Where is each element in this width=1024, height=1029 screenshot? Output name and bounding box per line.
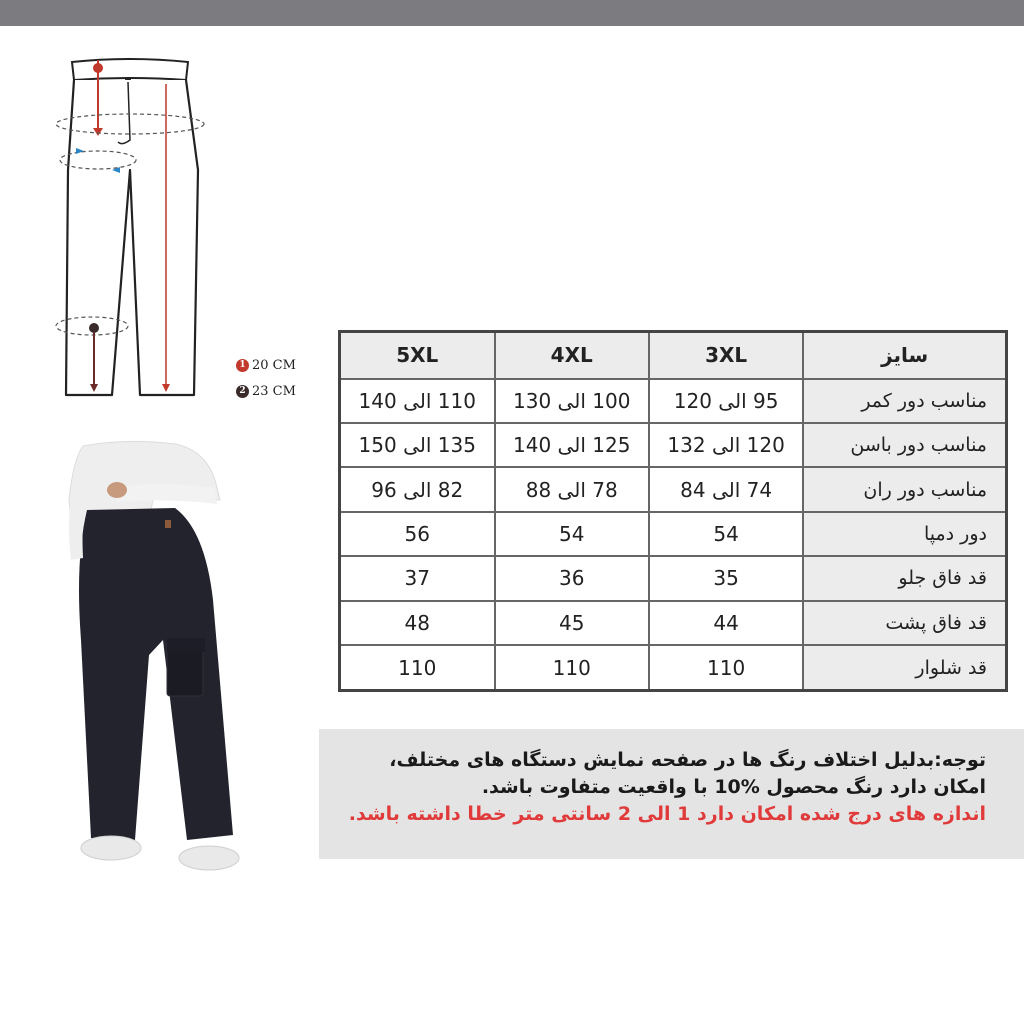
- row-label: مناسب دور باسن: [803, 423, 1006, 467]
- table-row: [340, 556, 1007, 600]
- marker-1-icon: 1: [236, 359, 249, 372]
- legend-row: [236, 378, 296, 404]
- row-label: قد فاق پشت: [803, 601, 1006, 645]
- row-label: مناسب دور ران: [803, 467, 1006, 511]
- model-photo: [55, 440, 255, 880]
- table-row: [340, 601, 1007, 645]
- table-cell: 44: [649, 601, 803, 645]
- table-cell: 82 الی 96: [340, 467, 495, 511]
- table-cell: 56: [340, 512, 495, 556]
- row-label: قد فاق جلو: [803, 556, 1006, 600]
- table-cell: 120 الی 132: [649, 423, 803, 467]
- top-bar: [0, 0, 1024, 26]
- table-cell: 110: [340, 645, 495, 690]
- table-cell: 110 الی 140: [340, 379, 495, 423]
- table-row: [340, 379, 1007, 423]
- trousers-diagram: [40, 50, 240, 410]
- row-label: مناسب دور کمر: [803, 379, 1006, 423]
- marker-2-icon: 2: [236, 385, 249, 398]
- table-row: [340, 467, 1007, 511]
- table-cell: 125 الی 140: [495, 423, 649, 467]
- table-cell: 54: [495, 512, 649, 556]
- table-header-row: [340, 332, 1007, 379]
- note-line: امکان دارد رنگ محصول %10 با واقعیت متفاوت باشد.: [481, 776, 986, 798]
- header-5xl: 5XL: [340, 332, 495, 379]
- legend-text: 23 CM: [252, 383, 296, 399]
- table-cell: 35: [649, 556, 803, 600]
- header-4xl: 4XL: [495, 332, 649, 379]
- table-cell: 54: [649, 512, 803, 556]
- table-cell: 110: [495, 645, 649, 690]
- measurement-legend: [236, 352, 296, 404]
- table-row: [340, 512, 1007, 556]
- header-size: سایز: [803, 332, 1006, 379]
- table-cell: 45: [495, 601, 649, 645]
- table-cell: 100 الی 130: [495, 379, 649, 423]
- row-label: دور دمپا: [803, 512, 1006, 556]
- header-3xl: 3XL: [649, 332, 803, 379]
- table-cell: 78 الی 88: [495, 467, 649, 511]
- table-cell: 110: [649, 645, 803, 690]
- note-line: توجه:بدلیل اختلاف رنگ ها در صفحه نمایش دستگاه های مختلف،: [389, 749, 986, 771]
- legend-text: 20 CM: [252, 357, 296, 373]
- table-cell: 48: [340, 601, 495, 645]
- size-table: [338, 330, 1008, 692]
- note-box: [319, 729, 1024, 859]
- row-label: قد شلوار: [803, 645, 1006, 690]
- table-row: [340, 423, 1007, 467]
- table-cell: 135 الی 150: [340, 423, 495, 467]
- table-cell: 74 الی 84: [649, 467, 803, 511]
- legend-row: [236, 352, 296, 378]
- table-row: [340, 645, 1007, 690]
- note-warning: اندازه های درج شده امکان دارد 1 الی 2 سانتی متر خطا داشته باشد.: [348, 803, 986, 825]
- table-cell: 36: [495, 556, 649, 600]
- table-cell: 95 الی 120: [649, 379, 803, 423]
- table-cell: 37: [340, 556, 495, 600]
